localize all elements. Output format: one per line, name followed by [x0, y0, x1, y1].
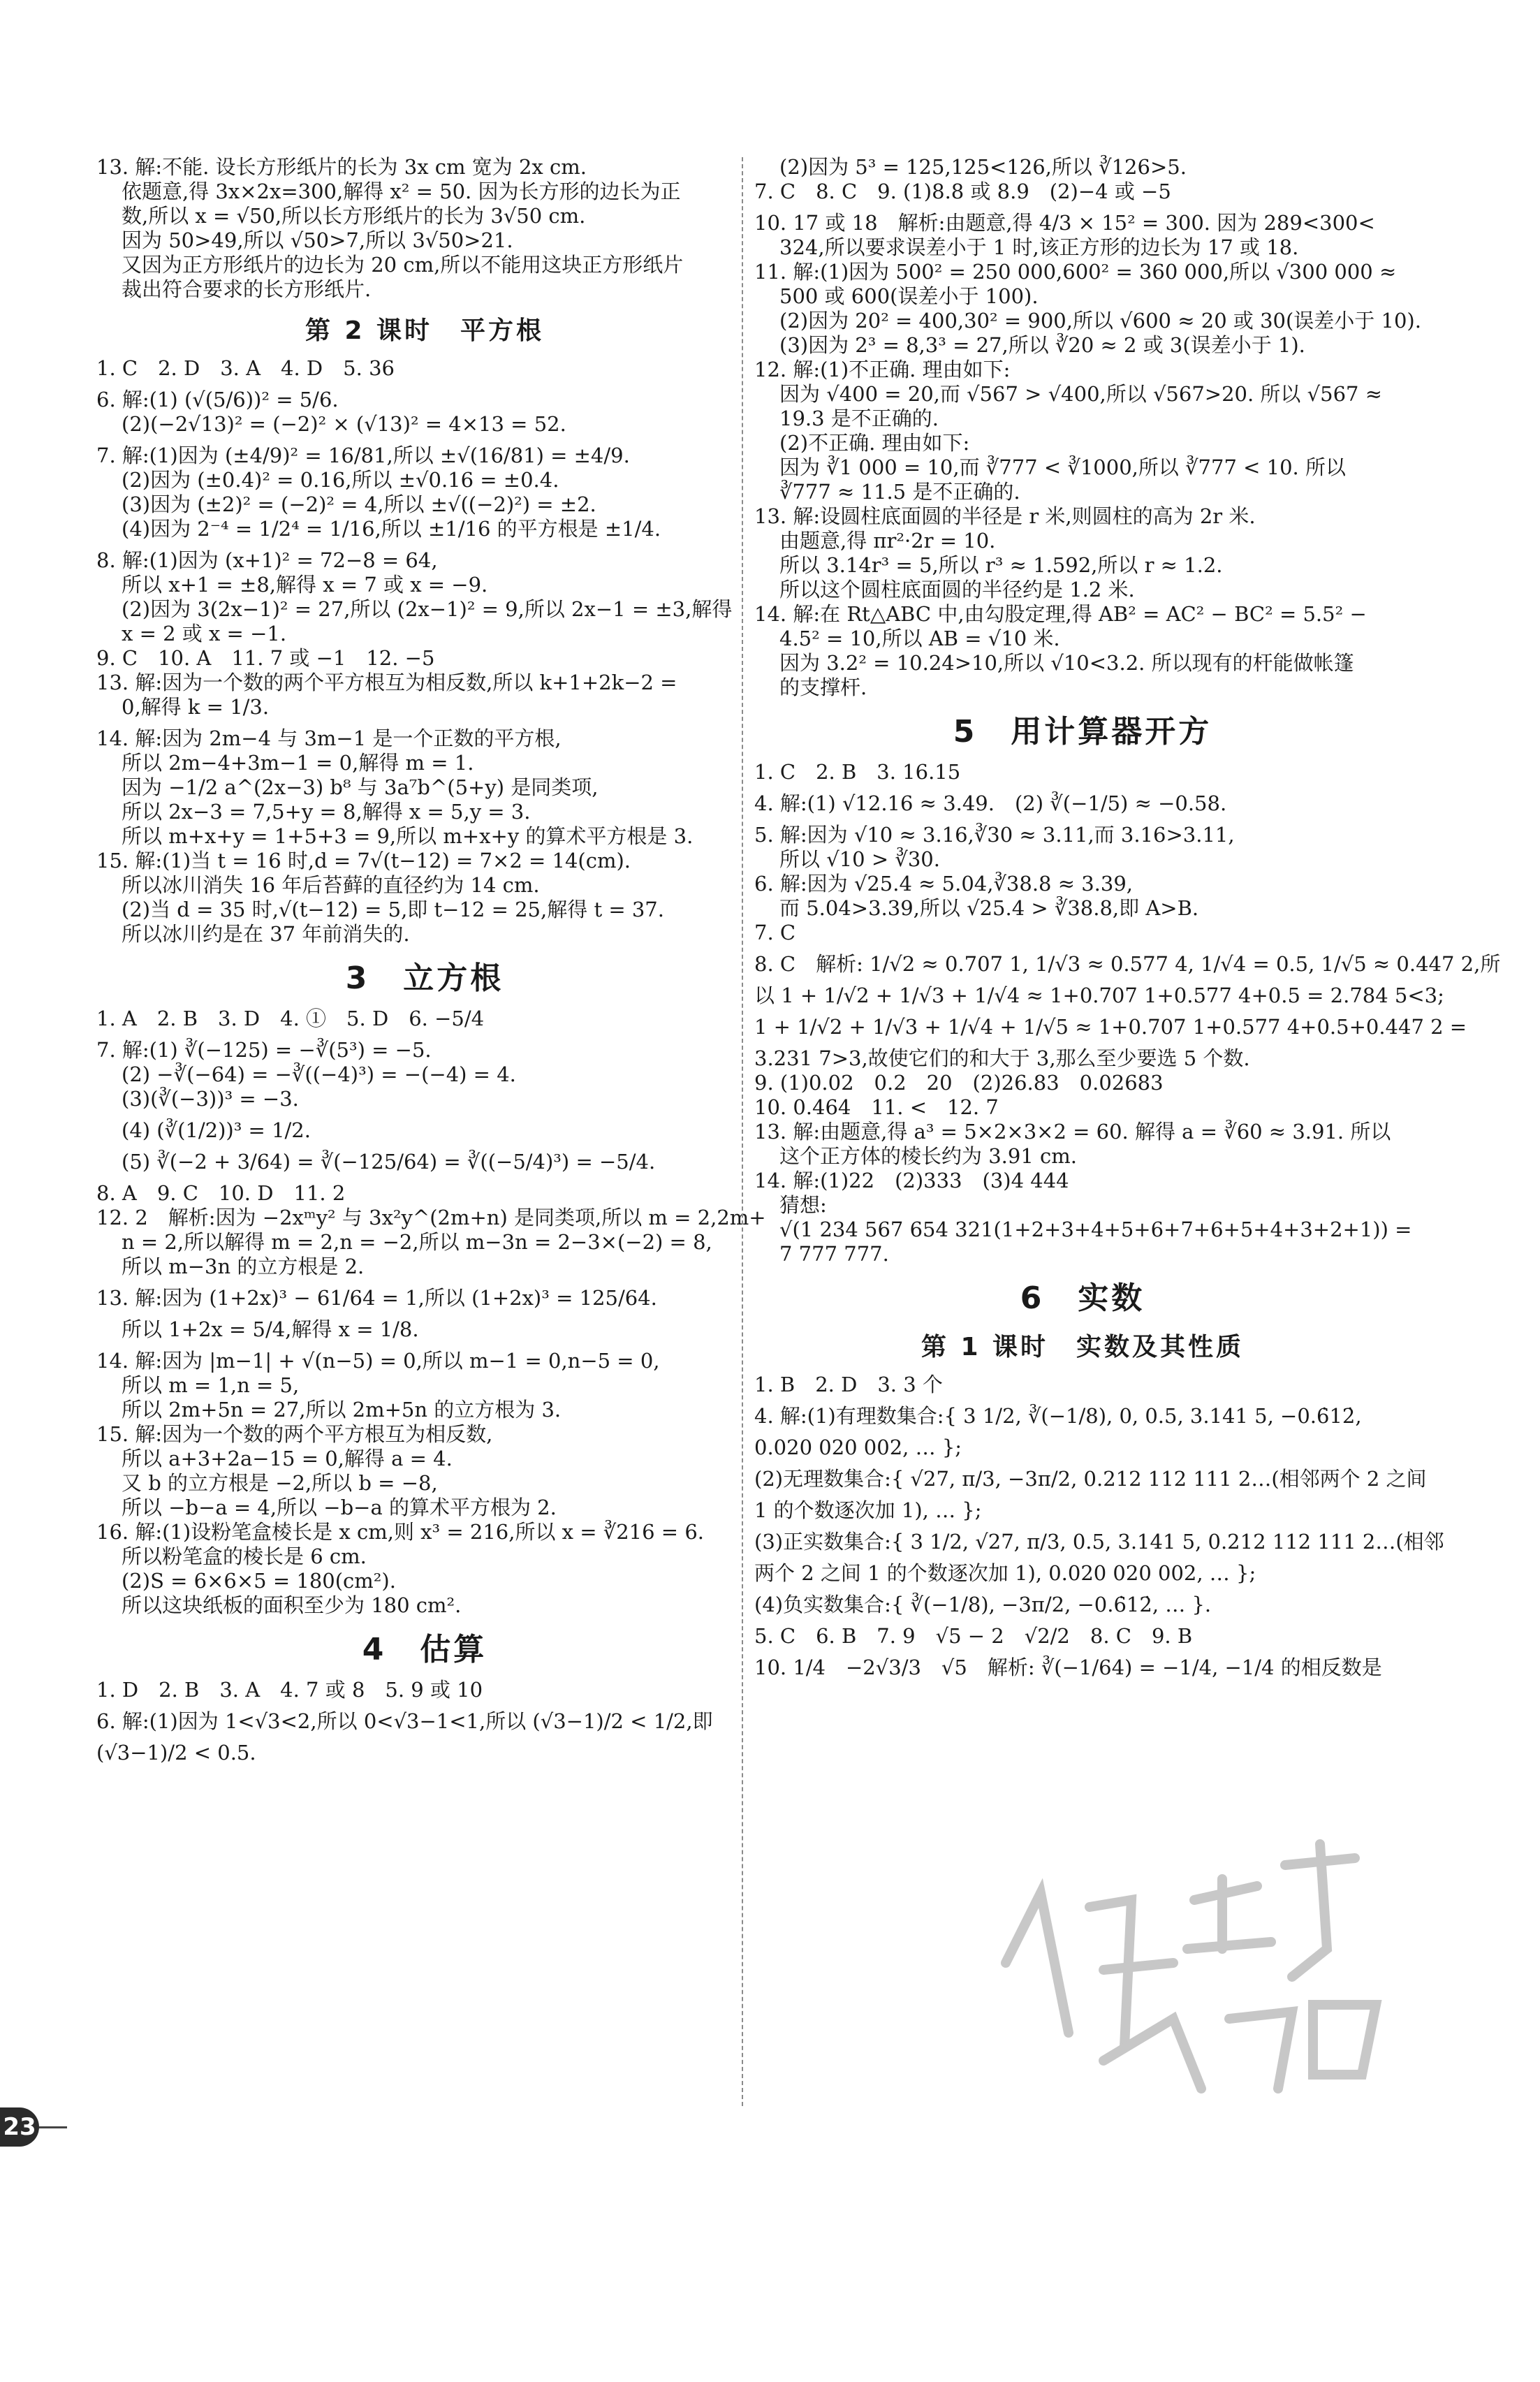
- answer-line: 12. 解:(1)不正确. 理由如下:: [754, 358, 1011, 381]
- answer-line: (2)不正确. 理由如下:: [779, 431, 970, 455]
- answer-line: 7. C: [754, 921, 796, 944]
- column-divider: [742, 157, 743, 2106]
- answer-line: 又 b 的立方根是 −2,所以 b = −8,: [122, 1471, 438, 1495]
- answer-line: 6. 解:(1) (√(5/6))² = 5/6.: [96, 388, 339, 411]
- answer-line: 14. 解:(1)22 (2)333 (3)4 444: [754, 1169, 1069, 1192]
- answer-line: 裁出符合要求的长方形纸片.: [122, 277, 372, 301]
- answer-line: (3)因为 (±2)² = (−2)² = 4,所以 ±√((−2)²) = ±2.: [122, 492, 596, 516]
- answer-line: 由题意,得 πr²·2r = 10.: [779, 529, 996, 553]
- answer-line: 1 + 1/√2 + 1/√3 + 1/√4 + 1/√5 ≈ 1+0.707 1+0.577 4+0.5+0.447 2 =: [754, 1015, 1467, 1039]
- answer-line: 8. A 9. C 10. D 11. 2: [96, 1181, 346, 1205]
- answer-line: 1 的个数逐次加 1), … };: [754, 1498, 982, 1522]
- answer-line: (2)(−2√13)² = (−2)² × (√13)² = 4×13 = 52.: [122, 412, 566, 436]
- answer-line: 两个 2 之间 1 的个数逐次加 1), 0.020 020 002, … };: [754, 1561, 1256, 1585]
- answer-line: 所以 a+3+2a−15 = 0,解得 a = 4.: [122, 1447, 453, 1470]
- answer-line: 1. C 2. B 3. 16.15: [754, 760, 961, 784]
- answer-line: 所以这个圆柱底面圆的半径约是 1.2 米.: [779, 578, 1135, 601]
- answer-line: 所以 2m+5n = 27,所以 2m+5n 的立方根为 3.: [122, 1398, 562, 1422]
- answer-line: 7. C 8. C 9. (1)8.8 或 8.9 (2)−4 或 −5: [754, 180, 1171, 203]
- answer-line: 6. 解:因为 √25.4 ≈ 5.04,∛38.8 ≈ 3.39,: [754, 872, 1134, 896]
- answer-line: 所以粉笔盒的棱长是 6 cm.: [122, 1544, 367, 1568]
- answer-line: 这个正方体的棱长约为 3.91 cm.: [779, 1144, 1077, 1168]
- answer-line: (2)当 d = 35 时,√(t−12) = 5,即 t−12 = 25,解得 t = 37.: [122, 898, 664, 921]
- right-column: [754, 155, 1501, 1680]
- answer-line: 的支撑杆.: [779, 675, 867, 699]
- answer-line: 1. B 2. D 3. 3 个: [754, 1373, 943, 1396]
- answer-line: (5) ∛(−2 + 3/64) = ∛(−125/64) = ∛((−5/4)³) = −5/4.: [122, 1150, 656, 1174]
- answer-line: 所以 m+x+y = 1+5+3 = 9,所以 m+x+y 的算术平方根是 3.: [122, 824, 694, 848]
- answer-line: 以 1 + 1/√2 + 1/√3 + 1/√4 ≈ 1+0.707 1+0.577 4+0.5 = 2.784 5<3;: [754, 984, 1444, 1007]
- answer-line: 10. 1/4 −2√3/3 √5 解析: ∛(−1/64) = −1/4, −1/4 的相反数是: [754, 1656, 1382, 1679]
- answer-line: 13. 解:由题意,得 a³ = 5×2×3×2 = 60. 解得 a = ∛60 ≈ 3.91. 所以: [754, 1120, 1391, 1143]
- answer-line: 而 5.04>3.39,所以 √25.4 > ∛38.8,即 A>B.: [779, 896, 1199, 920]
- answer-line: (3)因为 2³ = 8,3³ = 27,所以 ∛20 ≈ 2 或 3(误差小于 1).: [779, 333, 1305, 357]
- answer-line: 猜想:: [779, 1193, 827, 1217]
- answer-line: 13. 解:不能. 设长方形纸片的长为 3x cm 宽为 2x cm.: [96, 155, 587, 179]
- answer-line: (2)无理数集合:{ √27, π/3, −3π/2, 0.212 112 111 2…(相邻两个 2 之间: [754, 1467, 1427, 1491]
- answer-line: 0,解得 k = 1/3.: [122, 695, 270, 719]
- answer-line: 1. D 2. B 3. A 4. 7 或 8 5. 9 或 10: [96, 1678, 483, 1702]
- section-heading: 第 2 课时 平方根: [305, 316, 545, 345]
- answer-line: 所以 −b−a = 4,所以 −b−a 的算术平方根为 2.: [122, 1496, 557, 1519]
- answer-line: 9. C 10. A 11. 7 或 −1 12. −5: [96, 646, 435, 670]
- answer-line: 7. 解:(1)因为 (±4/9)² = 16/81,所以 ±√(16/81) = ±4/9.: [96, 444, 630, 467]
- section-heading: 3 立方根: [345, 960, 504, 996]
- answer-line: (√3−1)/2 < 0.5.: [96, 1741, 256, 1764]
- answer-line: 12. 2 解析:因为 −2xᵐy² 与 3x²y^(2m+n) 是同类项,所以 m = 2,2m+: [96, 1206, 766, 1229]
- answer-line: 4. 解:(1) √12.16 ≈ 3.49. (2) ∛(−1/5) ≈ −0.58.: [754, 791, 1227, 815]
- answer-line: (4) (∛(1/2))³ = 1/2.: [122, 1118, 311, 1142]
- answer-line: 4.5² = 10,所以 AB = √10 米.: [779, 627, 1060, 650]
- answer-line: 19.3 是不正确的.: [779, 407, 939, 430]
- answer-line: 10. 17 或 18 解析:由题意,得 4/3 × 15² = 300. 因为 289<300<: [754, 211, 1375, 235]
- answer-line: (2)因为 3(2x−1)² = 27,所以 (2x−1)² = 9,所以 2x−1 = ±3,解得: [122, 597, 733, 621]
- section-heading: 6 实数: [1020, 1280, 1145, 1316]
- answer-line: x = 2 或 x = −1.: [122, 622, 287, 645]
- answer-line: 13. 解:因为一个数的两个平方根互为相反数,所以 k+1+2k−2 =: [96, 671, 677, 694]
- answer-line: 7. 解:(1) ∛(−125) = −∛(5³) = −5.: [96, 1038, 432, 1062]
- answer-line: 14. 解:在 Rt△ABC 中,由勾股定理,得 AB² = AC² − BC² = 5.5² −: [754, 602, 1367, 626]
- answer-line: 7 777 777.: [779, 1242, 889, 1266]
- answer-line: 因为 50>49,所以 √50>7,所以 3√50>21.: [122, 228, 513, 252]
- page-number-rule: [39, 2126, 67, 2128]
- answer-line: 所以 3.14r³ = 5,所以 r³ ≈ 1.592,所以 r ≈ 1.2.: [779, 553, 1223, 577]
- answer-line: 因为 −1/2 a^(2x−3) b⁸ 与 3a⁷b^(5+y) 是同类项,: [122, 775, 599, 799]
- section-heading: 4 估算: [362, 1632, 487, 1667]
- answer-line: 5. 解:因为 √10 ≈ 3.16,∛30 ≈ 3.11,而 3.16>3.11,: [754, 823, 1235, 847]
- answer-line: 0.020 020 002, … };: [754, 1435, 962, 1459]
- answer-line: 14. 解:因为 2m−4 与 3m−1 是一个正数的平方根,: [96, 726, 562, 750]
- answer-line: 15. 解:因为一个数的两个平方根互为相反数,: [96, 1422, 493, 1446]
- page-number: 23: [0, 2107, 39, 2147]
- answer-line: √(1 234 567 654 321(1+2+3+4+5+6+7+6+5+4+3+2+1)) =: [779, 1218, 1412, 1241]
- answer-line: (2)因为 5³ = 125,125<126,所以 ∛126>5.: [779, 155, 1187, 179]
- answer-line: 1. A 2. B 3. D 4. ① 5. D 6. −5/4: [96, 1007, 485, 1030]
- answer-line: 因为 √400 = 20,而 √567 > √400,所以 √567>20. 所以 √567 ≈: [779, 382, 1382, 406]
- answer-line: 所以 2m−4+3m−1 = 0,解得 m = 1.: [122, 751, 474, 775]
- section-heading: 第 1 课时 实数及其性质: [921, 1333, 1245, 1361]
- answer-line: (3)(∛(−3))³ = −3.: [122, 1087, 299, 1111]
- answer-line: 3.231 7>3,故使它们的和大于 3,那么至少要选 5 个数.: [754, 1046, 1250, 1070]
- answer-line: 所以 m−3n 的立方根是 2.: [122, 1255, 365, 1278]
- answer-line: (2)因为 20² = 400,30² = 900,所以 √600 ≈ 20 或 30(误差小于 10).: [779, 309, 1421, 333]
- answer-line: n = 2,所以解得 m = 2,n = −2,所以 m−3n = 2−3×(−2) = 8,: [122, 1230, 712, 1254]
- answer-line: 324,所以要求误差小于 1 时,该正方形的边长为 17 或 18.: [779, 235, 1299, 259]
- answer-line: 所以这块纸板的面积至少为 180 cm².: [122, 1593, 462, 1617]
- answer-line: 15. 解:(1)当 t = 16 时,d = 7√(t−12) = 7×2 = 14(cm).: [96, 849, 631, 872]
- answer-line: (2)S = 6×6×5 = 180(cm²).: [122, 1569, 396, 1593]
- answer-line: (4)负实数集合:{ ∛(−1/8), −3π/2, −0.6̇12̇, … }.: [754, 1593, 1212, 1616]
- answer-line: 13. 解:设圆柱底面圆的半径是 r 米,则圆柱的高为 2r 米.: [754, 504, 1256, 528]
- section-heading: 5 用计算器开方: [953, 714, 1212, 750]
- answer-line: 6. 解:(1)因为 1<√3<2,所以 0<√3−1<1,所以 (√3−1)/2 < 1/2,即: [96, 1709, 713, 1733]
- answer-line: 数,所以 x = √50,所以长方形纸片的长为 3√50 cm.: [122, 204, 586, 228]
- answer-line: 13. 解:因为 (1+2x)³ − 61/64 = 1,所以 (1+2x)³ = 125/64.: [96, 1286, 657, 1310]
- answer-line: 所以 m = 1,n = 5,: [122, 1373, 300, 1397]
- answer-line: 500 或 600(误差小于 100).: [779, 284, 1039, 308]
- answer-line: 5. C 6. B 7. 9 √5 − 2 √2/2 8. C 9. B: [754, 1624, 1193, 1648]
- answer-line: (4)因为 2⁻⁴ = 1/2⁴ = 1/16,所以 ±1/16 的平方根是 ±1/4.: [122, 517, 661, 541]
- answer-line: 10. 0.464 11. < 12. 7: [754, 1095, 999, 1119]
- answer-line: 所以 √10 > ∛30.: [779, 847, 940, 871]
- answer-line: 因为 ∛1 000 = 10,而 ∛777 < ∛1000,所以 ∛777 < 10. 所以: [779, 455, 1346, 479]
- answer-line: 11. 解:(1)因为 500² = 250 000,600² = 360 000,所以 √300 000 ≈: [754, 260, 1397, 284]
- answer-line: (2)因为 (±0.4)² = 0.16,所以 ±√0.16 = ±0.4.: [122, 468, 559, 492]
- answer-line: 所以冰川消失 16 年后苔藓的直径约为 14 cm.: [122, 873, 540, 897]
- answer-line: 8. 解:(1)因为 (x+1)² = 72−8 = 64,: [96, 548, 438, 572]
- left-column: [96, 155, 766, 1765]
- answer-line: 16. 解:(1)设粉笔盒棱长是 x cm,则 x³ = 216,所以 x = ∛216 = 6.: [96, 1520, 704, 1544]
- answer-line: 4. 解:(1)有理数集合:{ 3 1/2, ∛(−1/8), 0, 0.5, 3.141 5, −0.6̇12̇,: [754, 1404, 1362, 1428]
- answer-line: 9. (1)0.02 0.2 20 (2)26.83 0.02683: [754, 1071, 1164, 1095]
- answer-line: (3)正实数集合:{ 3 1/2, √27, π/3, 0.5, 3.141 5, 0.212 112 111 2…(相邻: [754, 1530, 1444, 1554]
- answer-line: 又因为正方形纸片的边长为 20 cm,所以不能用这块正方形纸片: [122, 253, 684, 277]
- answer-line: 依题意,得 3x×2x=300,解得 x² = 50. 因为长方形的边长为正: [122, 180, 681, 203]
- answer-line: ∛777 ≈ 11.5 是不正确的.: [779, 480, 1020, 504]
- answer-line: 1. C 2. D 3. A 4. D 5. 36: [96, 356, 395, 380]
- answer-line: 所以 x+1 = ±8,解得 x = 7 或 x = −9.: [122, 573, 488, 597]
- watermark-stamp: [964, 1739, 1397, 2103]
- answer-line: 8. C 解析: 1/√2 ≈ 0.707 1, 1/√3 ≈ 0.577 4, 1/√4 = 0.5, 1/√5 ≈ 0.447 2,所: [754, 952, 1501, 976]
- answer-line: 所以 1+2x = 5/4,解得 x = 1/8.: [122, 1317, 419, 1341]
- answer-line: 14. 解:因为 |m−1| + √(n−5) = 0,所以 m−1 = 0,n−5 = 0,: [96, 1349, 660, 1373]
- answer-line: 因为 3.2² = 10.24>10,所以 √10<3.2. 所以现有的杆能做帐篷: [779, 651, 1354, 675]
- answer-line: 所以冰川约是在 37 年前消失的.: [122, 922, 410, 946]
- answer-line: (2) −∛(−64) = −∛((−4)³) = −(−4) = 4.: [122, 1062, 516, 1086]
- answer-line: 所以 2x−3 = 7,5+y = 8,解得 x = 5,y = 3.: [122, 800, 531, 824]
